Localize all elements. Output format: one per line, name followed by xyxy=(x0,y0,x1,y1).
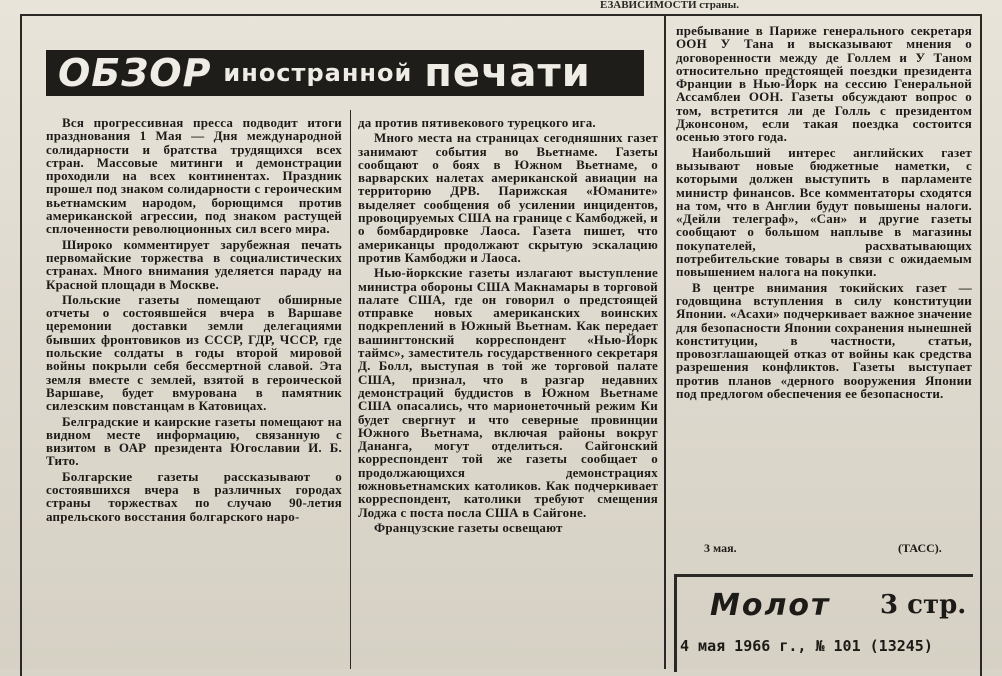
column-rule-right xyxy=(664,16,666,669)
paragraph: да против пятивекового турецкого ига. xyxy=(358,116,596,130)
paragraph: Много места на страницах сегодняшних газет занимают события во Вьетнаме. Газеты сообщают о боях в Южном Вьетнаме, о варварских налетах американской авиации на территорию ДРВ. Парижская «Юманите» выделяет сообщения об усилении инцидентов, провоцируемых США на границе с Камбоджей, и о бомбардировке Лаоса. Газета пишет, что американцы продолжают скрытую эскалацию против Камбоджи и Лаоса. xyxy=(358,130,658,265)
article-column-1 xyxy=(46,116,342,669)
paragraph: Широко комментирует зарубежная печать первомайские торжества в социалистических странах. Много внимания уделяется параду на Красной площади в Москве. xyxy=(46,236,342,292)
paragraph: Французские газеты освещают xyxy=(374,519,563,535)
paragraph: Польские газеты помещают обширные отчеты о состоявшейся вчера в Варшаве церемонии доставки земли делегациями бывших фронтовиков из СССР, ГДР, ЧССР, где польские солдаты в годы второй мировой войны покрыли себя бессмертной славой. Эта земля вместе с землей, взятой в героической Варшаве, будет вмурована в памятник силезским повстанцам в Катовицах. xyxy=(46,291,342,414)
paragraph: Наибольший интерес английских газет вызывают новые бюджетные наметки, с которыми должен выступить в парламенте министр финансов. Все комментаторы сходятся на том, что в Англии будут повышены налоги. «Дейли телеграф», «Сан» и другие газеты сообщают о большом наплыве в магазины покупателей, расхватывающих потребительские товары в связи с ожидаемым повышением налога на покупки. xyxy=(676,144,972,280)
article-column-3 xyxy=(676,24,972,539)
header-word-foreign: иностранной xyxy=(223,59,413,87)
paragraph: Нью-йоркские газеты излагают выступление министра обороны США Макнамары в торговой палате США, где он говорил о предстоящей отправке новых американских воинских подкреплений в Южный Вьетнам. Как передает вашингтонский корреспондент «Нью-Йорк таймс», заместитель государственного секретаря Д. Болл, выступая в той же торговой палате США, признал, что в разгар недавних демонстраций буддистов в Южном Вьетнаме США опасались, что марионеточный режим Ки будет свергнут и что северные провинции Южного Вьетнама, включая районы вокруг Дананга, могут отделиться. Сайгонский корреспондент той же газеты сообщает о продолжающихся демонстрациях южновьетнамских католиков. Как подчеркивает корреспондент, католики требуют смещения Лоджа с поста посла США в Сайгоне. xyxy=(358,265,658,520)
paragraph: Белградские и каирские газеты помещают на видном месте информацию, связанную с визитом в ОАР президента Югославии И. Б. Тито. xyxy=(46,413,342,469)
header-word-obzor: ОБЗОР xyxy=(58,51,212,95)
newspaper-title: Молот xyxy=(710,588,831,623)
page-number: 3 стр. xyxy=(880,590,967,620)
article-date: 3 мая. xyxy=(704,541,737,555)
paragraph: Вся прогрессивная пресса подводит итоги празднования 1 Мая — Дня международной солидарности и братства трудящихся всех стран. Массовые митинги и демонстрации проходили на всех континентах. Праздник прошел под знаком солидарности с героическим вьетнамским народом, борющимся против американской агрессии, под знаком растущей сплоченности революционных сил всего мира. xyxy=(46,116,342,237)
previous-article-fragment: ЕЗАВИСИМОСТИ страны. xyxy=(600,0,739,10)
paragraph: пребывание в Париже генерального секретаря ООН У Тана и высказывают мнения о договоренности между де Голлем и У Таном относительно предстоящей поездки президента Франции в Нью-Йорк на сессию Генеральной Ассамблеи ООН. Газеты обсуждают вопрос о том, встретится ли де Голль с президентом Джонсоном, если такая поездка состоится осенью этого года. xyxy=(676,24,972,145)
column-rule-left xyxy=(350,110,351,669)
section-header xyxy=(46,50,644,96)
issue-line: 4 мая 1966 г., № 101 (13245) xyxy=(680,637,933,655)
paragraph: В центре внимания токийских газет — годовщина вступления в силу конституции Японии. «Асахи» подчеркивает важное значение для безопасности Японии сохранения нынешней конституции, в частности, статьи, провозглашающей отказ от войны как средства разрешения конфликтов. Газеты выступает против планов «дерного вооружения Японии под предлогом обеспечения ее безопасности. xyxy=(676,279,972,402)
paragraph: Болгарские газеты рассказывают о состоявшихся вчера в различных городах страны торжествах по случаю 90-летия апрельского восстания болгарского наро- xyxy=(46,468,342,524)
article-column-2 xyxy=(358,116,658,669)
news-agency: (ТАСС). xyxy=(898,541,942,555)
header-word-press: печати xyxy=(424,50,591,96)
